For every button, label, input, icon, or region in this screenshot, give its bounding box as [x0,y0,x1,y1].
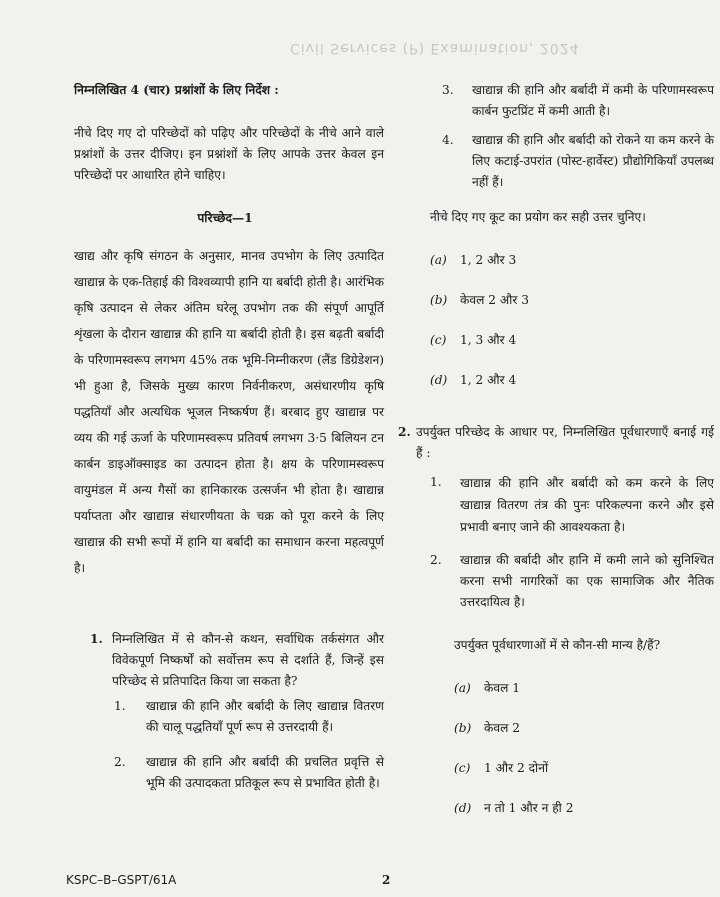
show-through-header-text: Civil Services (P) Examination, 2024 [290,40,580,56]
option-label: (c) [454,761,471,775]
statement-text: खाद्यान्न की बर्बादी और हानि में कमी लाने को सुनिश्चित करना सभी नागरिकों का एक सामाजिक और नैतिक उत्तरदायित्व है। [460,553,714,609]
option-text: 1 और 2 दोनों [484,761,549,775]
instructions-heading: निम्नलिखित 4 (चार) प्रश्नांशों के लिए निर्देश : [74,83,279,97]
option-label: (a) [430,253,447,267]
option-a[interactable] [454,678,714,696]
question-2-options [454,678,714,816]
statement-text: खाद्यान्न की हानि और बर्बादी के लिए खाद्यान्न वितरण की चालू पद्धतियाँ पूर्ण रूप से उत्तरदायी हैं। [146,699,384,734]
question-1-statement [114,752,384,794]
statement-number: 2. [430,553,442,567]
instructions-text: नीचे दिए गए दो परिच्छेदों को पढ़िए और परिच्छेदों के नीचे आने वाले प्रश्नांशों के उत्तर दीजिए। इन प्रश्नांशों के लिए आपके उत्तर केवल इन परिच्छेदों पर आधारित होने चाहिए। [74,126,384,182]
option-text: केवल 1 [484,681,521,695]
question-2-statement [430,550,714,613]
option-label: (b) [430,293,448,307]
question-1-stem: निम्नलिखित में से कौन-से कथन, सर्वाधिक तर्कसंगत और विवेकपूर्ण निष्कर्षों को सर्वोत्तम रूप से दर्शाते हैं, जिन्हें इस परिच्छेद से प्रतिपादित किया जा सकता है? [112,632,384,688]
option-c[interactable] [454,758,714,776]
question-2-prompt: उपर्युक्त पूर्वधारणाओं में से कौन-सी मान्य है/हैं? [454,638,661,652]
page-number: 2 [382,873,391,887]
option-text: न तो 1 और न ही 2 [484,801,574,815]
option-label: (c) [430,333,447,347]
question-1-options [430,250,714,388]
option-text: केवल 2 और 3 [460,293,529,307]
left-column [66,80,384,794]
option-d[interactable] [430,370,714,388]
statement-number: 1. [430,475,442,489]
statement-number: 2. [114,755,126,769]
statement-text: खाद्यान्न की हानि और बर्बादी में कमी के परिणामस्वरूप कार्बन फुटप्रिंट में कमी आती है। [472,83,714,118]
question-2-stem-row [398,422,714,464]
statement-text: खाद्यान्न की हानि और बर्बादी को रोकने या कम करने के लिए कटाई-उपरांत (पोस्ट-हार्वेस्ट) प्रौद्योगिकियाँ उपलब्ध नहीं हैं। [472,133,714,189]
statement-text: खाद्यान्न की हानि और बर्बादी की प्रचलित प्रवृत्ति से भूमि की उत्पादकता प्रतिकूल रूप से प्रभावित होती है। [146,755,384,790]
statement-number: 3. [442,83,454,97]
option-label: (b) [454,721,472,735]
option-text: 1, 3 और 4 [460,333,517,347]
option-label: (d) [430,373,448,387]
option-a[interactable] [430,250,714,268]
option-b[interactable] [430,290,714,308]
statement-number: 1. [114,699,126,713]
question-1-statement [442,130,714,193]
option-text: 1, 2 और 4 [460,373,517,387]
statement-text: खाद्यान्न की हानि और बर्बादी को कम करने के लिए खाद्यान्न वितरण तंत्र की पुनः परिकल्पना करने और इसे प्रभावी बनाए जाने की आवश्यकता है। [460,476,714,534]
question-2-stem: उपर्युक्त परिच्छेद के आधार पर, निम्नलिखित पूर्वधारणाएँ बनाई गई हैं : [416,425,714,460]
question-2 [398,422,714,613]
option-c[interactable] [430,330,714,348]
option-label: (a) [454,681,471,695]
option-label: (d) [454,801,472,815]
question-1-statement [114,696,384,738]
question-1 [90,629,384,794]
question-2-number: 2. [398,425,411,439]
option-text: केवल 2 [484,721,521,735]
question-1-prompt: नीचे दिए गए कूट का प्रयोग कर सही उत्तर चुनिए। [430,210,646,224]
paper-code: KSPC–B–GSPT/61A [66,873,177,887]
question-2-statement [430,472,714,538]
statement-number: 4. [442,133,454,147]
passage-title: परिच्छेद—1 [197,211,253,225]
right-column [398,80,714,816]
passage-text: खाद्य और कृषि संगठन के अनुसार, मानव उपभोग के लिए उत्पादित खाद्यान्न के एक-तिहाई की विश्वव्यापी हानि या बर्बादी होती है। आरंभिक कृषि उत्पादन से लेकर अंतिम घरेलू उपभोग तक की संपूर्ण आपूर्ति शृंखला के दौरान खाद्यान्न की हानि या बर्बादी होती है। इस बढ़ती बर्बादी के परिणामस्वरूप लगभग 45% तक भूमि-निम्नीकरण (लैंड डिग्रेडेशन) भी हुआ है, जिसके मुख्य कारण निर्वनीकरण, असंधारणीय कृषि पद्धतियाँ और अत्यधिक भूजल निष्कर्षण हैं। बरबाद हुए खाद्यान्न पर व्यय की गई ऊर्जा के परिणामस्वरूप प्रतिवर्ष लगभग 3·5 बिलियन टन कार्बन डाइऑक्साइड का उत्पादन होता है। क्षय के परिणामस्वरूप वायुमंडल में अन्य गैसों का हानिकारक उत्सर्जन भी होता है। खाद्यान्न पर्याप्तता और खाद्यान्न संधारणीयता के चक्र को पूरा करने के लिए खाद्यान्न की सभी रूपों में हानि या बर्बादी का समाधान करना महत्वपूर्ण है। [74,249,384,575]
question-1-stem-row [90,629,384,692]
question-1-statement [442,80,714,122]
question-1-number: 1. [90,632,103,646]
option-d[interactable] [454,798,714,816]
option-b[interactable] [454,718,714,736]
option-text: 1, 2 और 3 [460,253,517,267]
